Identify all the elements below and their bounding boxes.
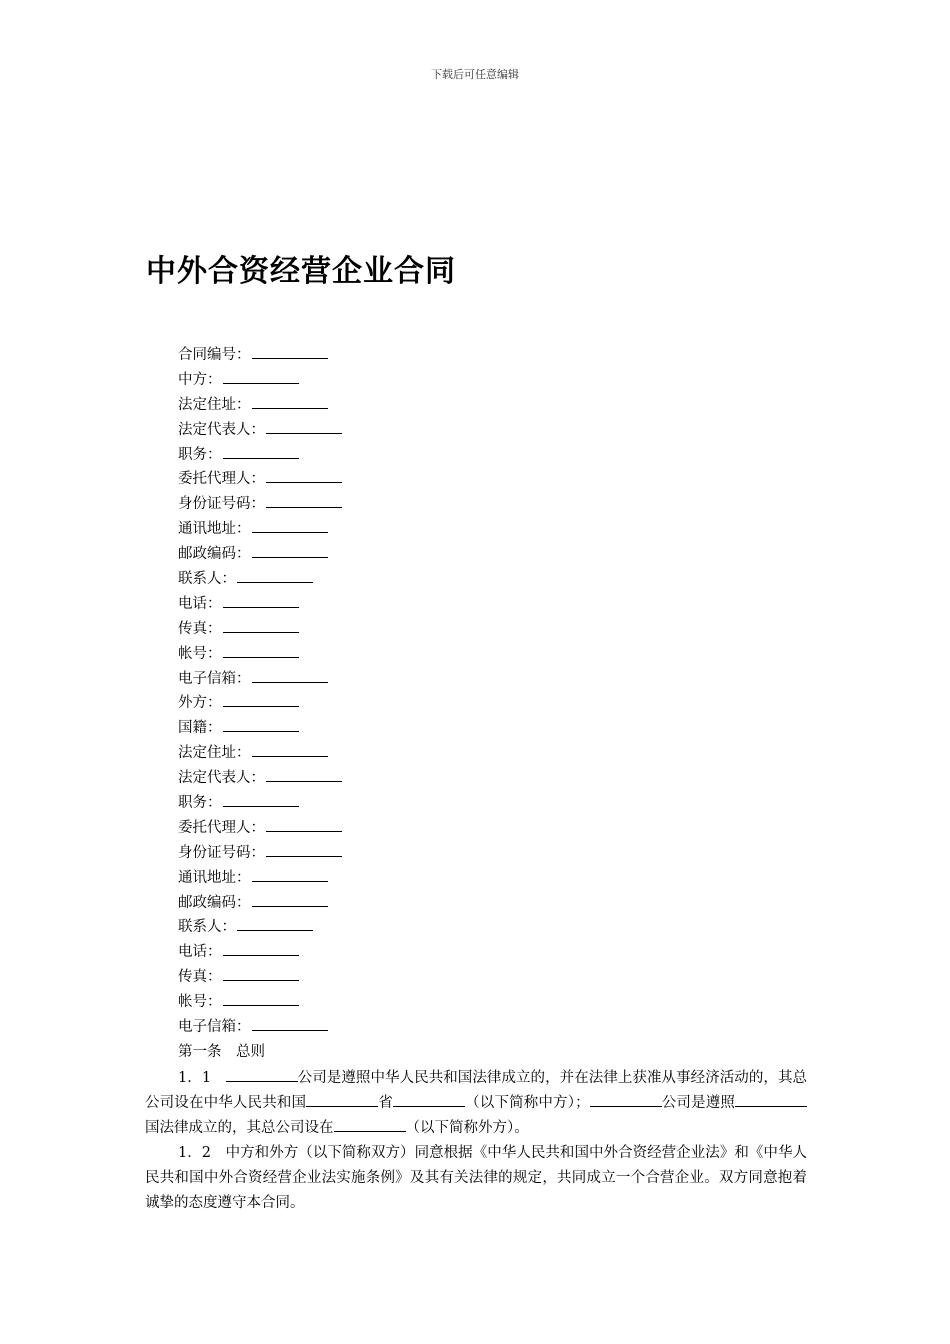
field-label: 职务：	[178, 446, 222, 463]
fill-blank	[334, 1117, 406, 1132]
field-label: 电子信箱：	[178, 670, 251, 687]
clause-text: 省	[378, 1094, 393, 1111]
fill-blank	[226, 1067, 298, 1082]
field-label: 传真：	[178, 620, 222, 637]
field-cn-postal-code	[178, 542, 798, 567]
fill-blank	[252, 892, 328, 907]
header-note: 下载后可任意编辑	[431, 68, 519, 81]
clause-number: 1．1	[178, 1070, 226, 1086]
field-label: 通讯地址：	[178, 869, 251, 886]
field-cn-position	[178, 443, 798, 468]
field-fr-phone	[178, 940, 798, 965]
fill-blank	[223, 792, 299, 807]
field-contract-number	[178, 343, 798, 368]
field-label: 合同编号：	[178, 347, 251, 363]
general-provisions	[145, 1066, 807, 1215]
field-label: 身份证号码：	[178, 844, 265, 861]
field-label: 法定住址：	[178, 745, 251, 762]
fill-blank	[223, 593, 299, 608]
field-cn-id-number	[178, 492, 798, 517]
field-fr-position	[178, 791, 798, 816]
field-cn-agent	[178, 467, 798, 492]
fill-blank	[223, 717, 299, 732]
fill-blank	[252, 742, 328, 757]
field-label: 法定代表人：	[178, 421, 265, 438]
fill-blank	[223, 966, 299, 981]
field-chinese-party	[178, 368, 798, 393]
field-label: 电子信箱：	[178, 1019, 251, 1036]
fill-blank	[223, 643, 299, 658]
clause-text: 公司是遵照中华人民共和国法律成立的，并在法律上获准从事经济活动的，其总公司设在中华人民共和国	[145, 1070, 808, 1111]
field-fr-fax	[178, 965, 798, 990]
field-label: 邮政编码：	[178, 546, 251, 563]
field-fr-mailing-address	[178, 866, 798, 891]
fill-blank	[266, 419, 342, 434]
fill-blank	[252, 1016, 328, 1031]
fill-blank	[223, 618, 299, 633]
field-fr-postal-code	[178, 891, 798, 916]
party-info-fields	[178, 343, 798, 1065]
field-label: 电话：	[178, 944, 222, 961]
fill-blank	[252, 867, 328, 882]
fill-blank	[266, 493, 342, 508]
field-label: 法定住址：	[178, 396, 251, 413]
field-label: 委托代理人：	[178, 819, 265, 836]
field-cn-legal-address	[178, 393, 798, 418]
field-cn-email	[178, 667, 798, 692]
fill-blank	[266, 468, 342, 483]
field-label: 中方：	[178, 371, 222, 388]
field-label: 通讯地址：	[178, 521, 251, 538]
field-cn-account	[178, 642, 798, 667]
field-cn-legal-representative	[178, 418, 798, 443]
field-label: 联系人：	[178, 919, 236, 936]
field-fr-legal-representative	[178, 766, 798, 791]
field-label: 委托代理人：	[178, 471, 265, 488]
field-nationality	[178, 716, 798, 741]
clause-text: （以下简称外方）。	[405, 1119, 529, 1136]
fill-blank	[266, 842, 342, 857]
field-cn-phone	[178, 592, 798, 617]
fill-blank	[306, 1092, 378, 1107]
field-label: 邮政编码：	[178, 894, 251, 911]
field-label: 职务：	[178, 795, 222, 812]
fill-blank	[266, 767, 342, 782]
field-label: 国籍：	[178, 720, 222, 737]
fill-blank	[223, 692, 299, 707]
field-label: 帐号：	[178, 994, 222, 1011]
clause-number: 1．2	[178, 1144, 226, 1161]
fill-blank	[223, 369, 299, 384]
field-label: 帐号：	[178, 645, 222, 662]
field-label: 法定代表人：	[178, 770, 265, 787]
fill-blank	[237, 916, 313, 931]
fill-blank	[393, 1092, 465, 1107]
field-label: 电话：	[178, 595, 222, 612]
clause-text: 中方和外方（以下简称双方）同意根据《中华人民共和国中外合资经营企业法》和《中华人民共和国中外合资经营企业法实施条例》及其有关法律的规定，共同成立一个合营企业。双方同意抱着诚挚的态度遵守本合同。	[145, 1144, 808, 1211]
field-fr-id-number	[178, 841, 798, 866]
field-fr-email	[178, 1015, 798, 1040]
clause-text: （以下简称中方）；	[464, 1094, 590, 1111]
field-label: 外方：	[178, 695, 222, 712]
fill-blank	[223, 941, 299, 956]
fill-blank	[252, 344, 328, 359]
field-label: 身份证号码：	[178, 496, 265, 513]
fill-blank	[590, 1092, 662, 1107]
clause-text: 国法律成立的，其总公司设在	[145, 1119, 334, 1136]
field-cn-contact	[178, 567, 798, 592]
fill-blank	[266, 817, 342, 832]
field-cn-mailing-address	[178, 517, 798, 542]
clause-1-1	[145, 1066, 807, 1141]
field-label: 联系人：	[178, 571, 236, 588]
fill-blank	[252, 518, 328, 533]
field-cn-fax	[178, 617, 798, 642]
field-fr-legal-address	[178, 741, 798, 766]
field-fr-agent	[178, 816, 798, 841]
field-label: 传真：	[178, 969, 222, 986]
section-heading: 第一条 总则	[178, 1043, 265, 1060]
field-fr-account	[178, 990, 798, 1015]
fill-blank	[252, 668, 328, 683]
fill-blank	[223, 991, 299, 1006]
fill-blank	[223, 444, 299, 459]
field-foreign-party	[178, 691, 798, 716]
fill-blank	[252, 394, 328, 409]
fill-blank	[735, 1092, 807, 1107]
clause-text: 公司是遵照	[661, 1094, 736, 1111]
fill-blank	[237, 568, 313, 583]
document-title: 中外合资经营企业合同	[146, 254, 456, 289]
field-fr-contact	[178, 915, 798, 940]
fill-blank	[252, 543, 328, 558]
clause-1-2	[145, 1141, 807, 1216]
